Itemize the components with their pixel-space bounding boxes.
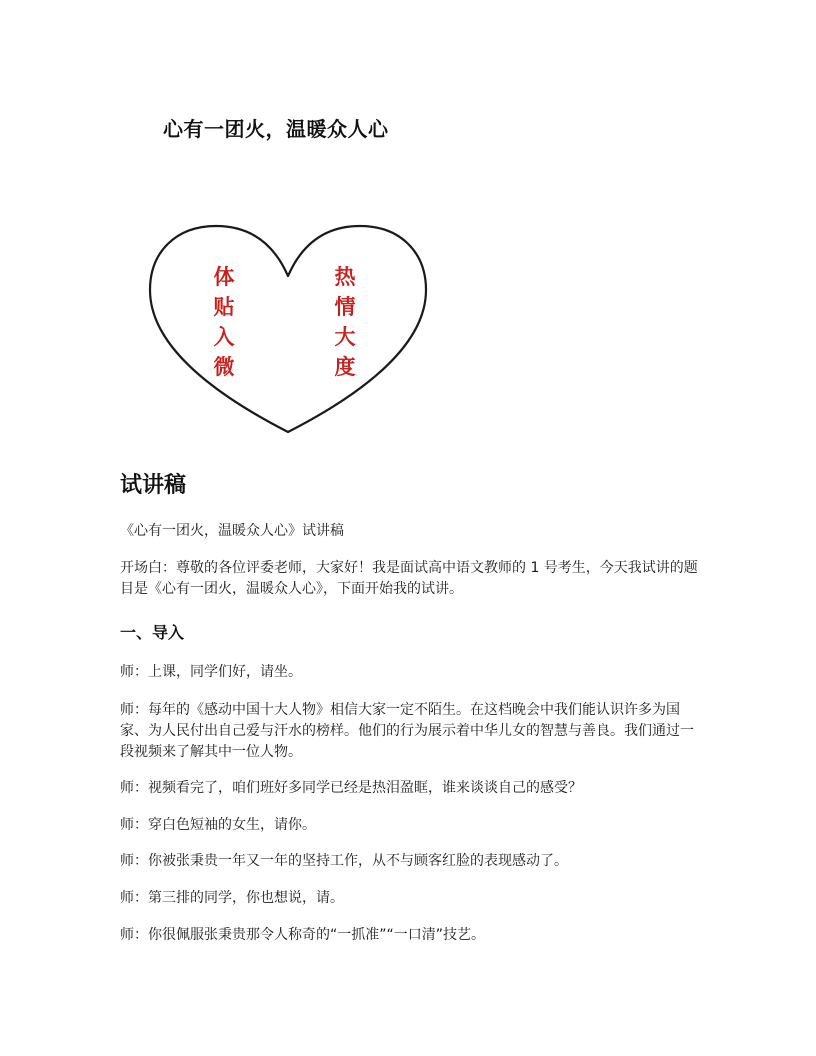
dialogue-paragraph: 师：你很佩服张秉贵那令人称奇的“一抓准”“一口清”技艺。: [120, 927, 486, 943]
dialogue-paragraph: 师：每年的《感动中国十大人物》相信大家一定不陌生。在这档晚会中我们能认识许多为国家、为人民付出自己爱与汗水的榜样。他们的行为展示着中华儿女的智慧与善良。我们通过一段视频来了解其中一位人物。: [120, 702, 694, 760]
heart-right-char: 情: [334, 295, 356, 319]
heart-left-column: [209, 262, 239, 382]
doc-title: 《心有一团火，温暖众人心》试讲稿: [120, 523, 344, 539]
dialogue-paragraph: 师：第三排的同学，你也想说，请。: [120, 890, 344, 906]
section-intro-heading: 一、导入: [120, 623, 185, 642]
dialogue-paragraph: 师：上课，同学们好，请坐。: [120, 664, 302, 680]
dialogue-paragraph: 师：你被张秉贵一年又一年的坚持工作，从不与顾客红脸的表现感动了。: [120, 853, 568, 869]
heart-right-char: 大: [334, 325, 356, 349]
opening-paragraph: 开场白：尊敬的各位评委老师，大家好！我是面试高中语文教师的 1 号考生，今天我试讲的题目是《心有一团火，温暖众人心》，下面开始我的试讲。: [120, 560, 698, 597]
heart-right-column: [330, 262, 360, 382]
script-heading: 试讲稿: [120, 473, 187, 498]
heart-outline: [146, 222, 430, 436]
dialogue-paragraph: 师：视频看完了，咱们班好多同学已经是热泪盈眶，谁来谈谈自己的感受？: [120, 780, 582, 796]
heart-right-char: 热: [334, 265, 356, 289]
heart-right-char: 度: [334, 355, 356, 379]
heart-left-char: 体: [213, 265, 235, 289]
heart-left-char: 微: [213, 355, 235, 379]
heart-diagram: [146, 222, 430, 436]
dialogue-paragraph: 师：穿白色短袖的女生，请你。: [120, 817, 316, 833]
heart-left-char: 入: [213, 325, 235, 349]
heart-left-char: 贴: [213, 295, 235, 319]
board-title: 心有一团火，温暖众人心: [163, 117, 389, 141]
